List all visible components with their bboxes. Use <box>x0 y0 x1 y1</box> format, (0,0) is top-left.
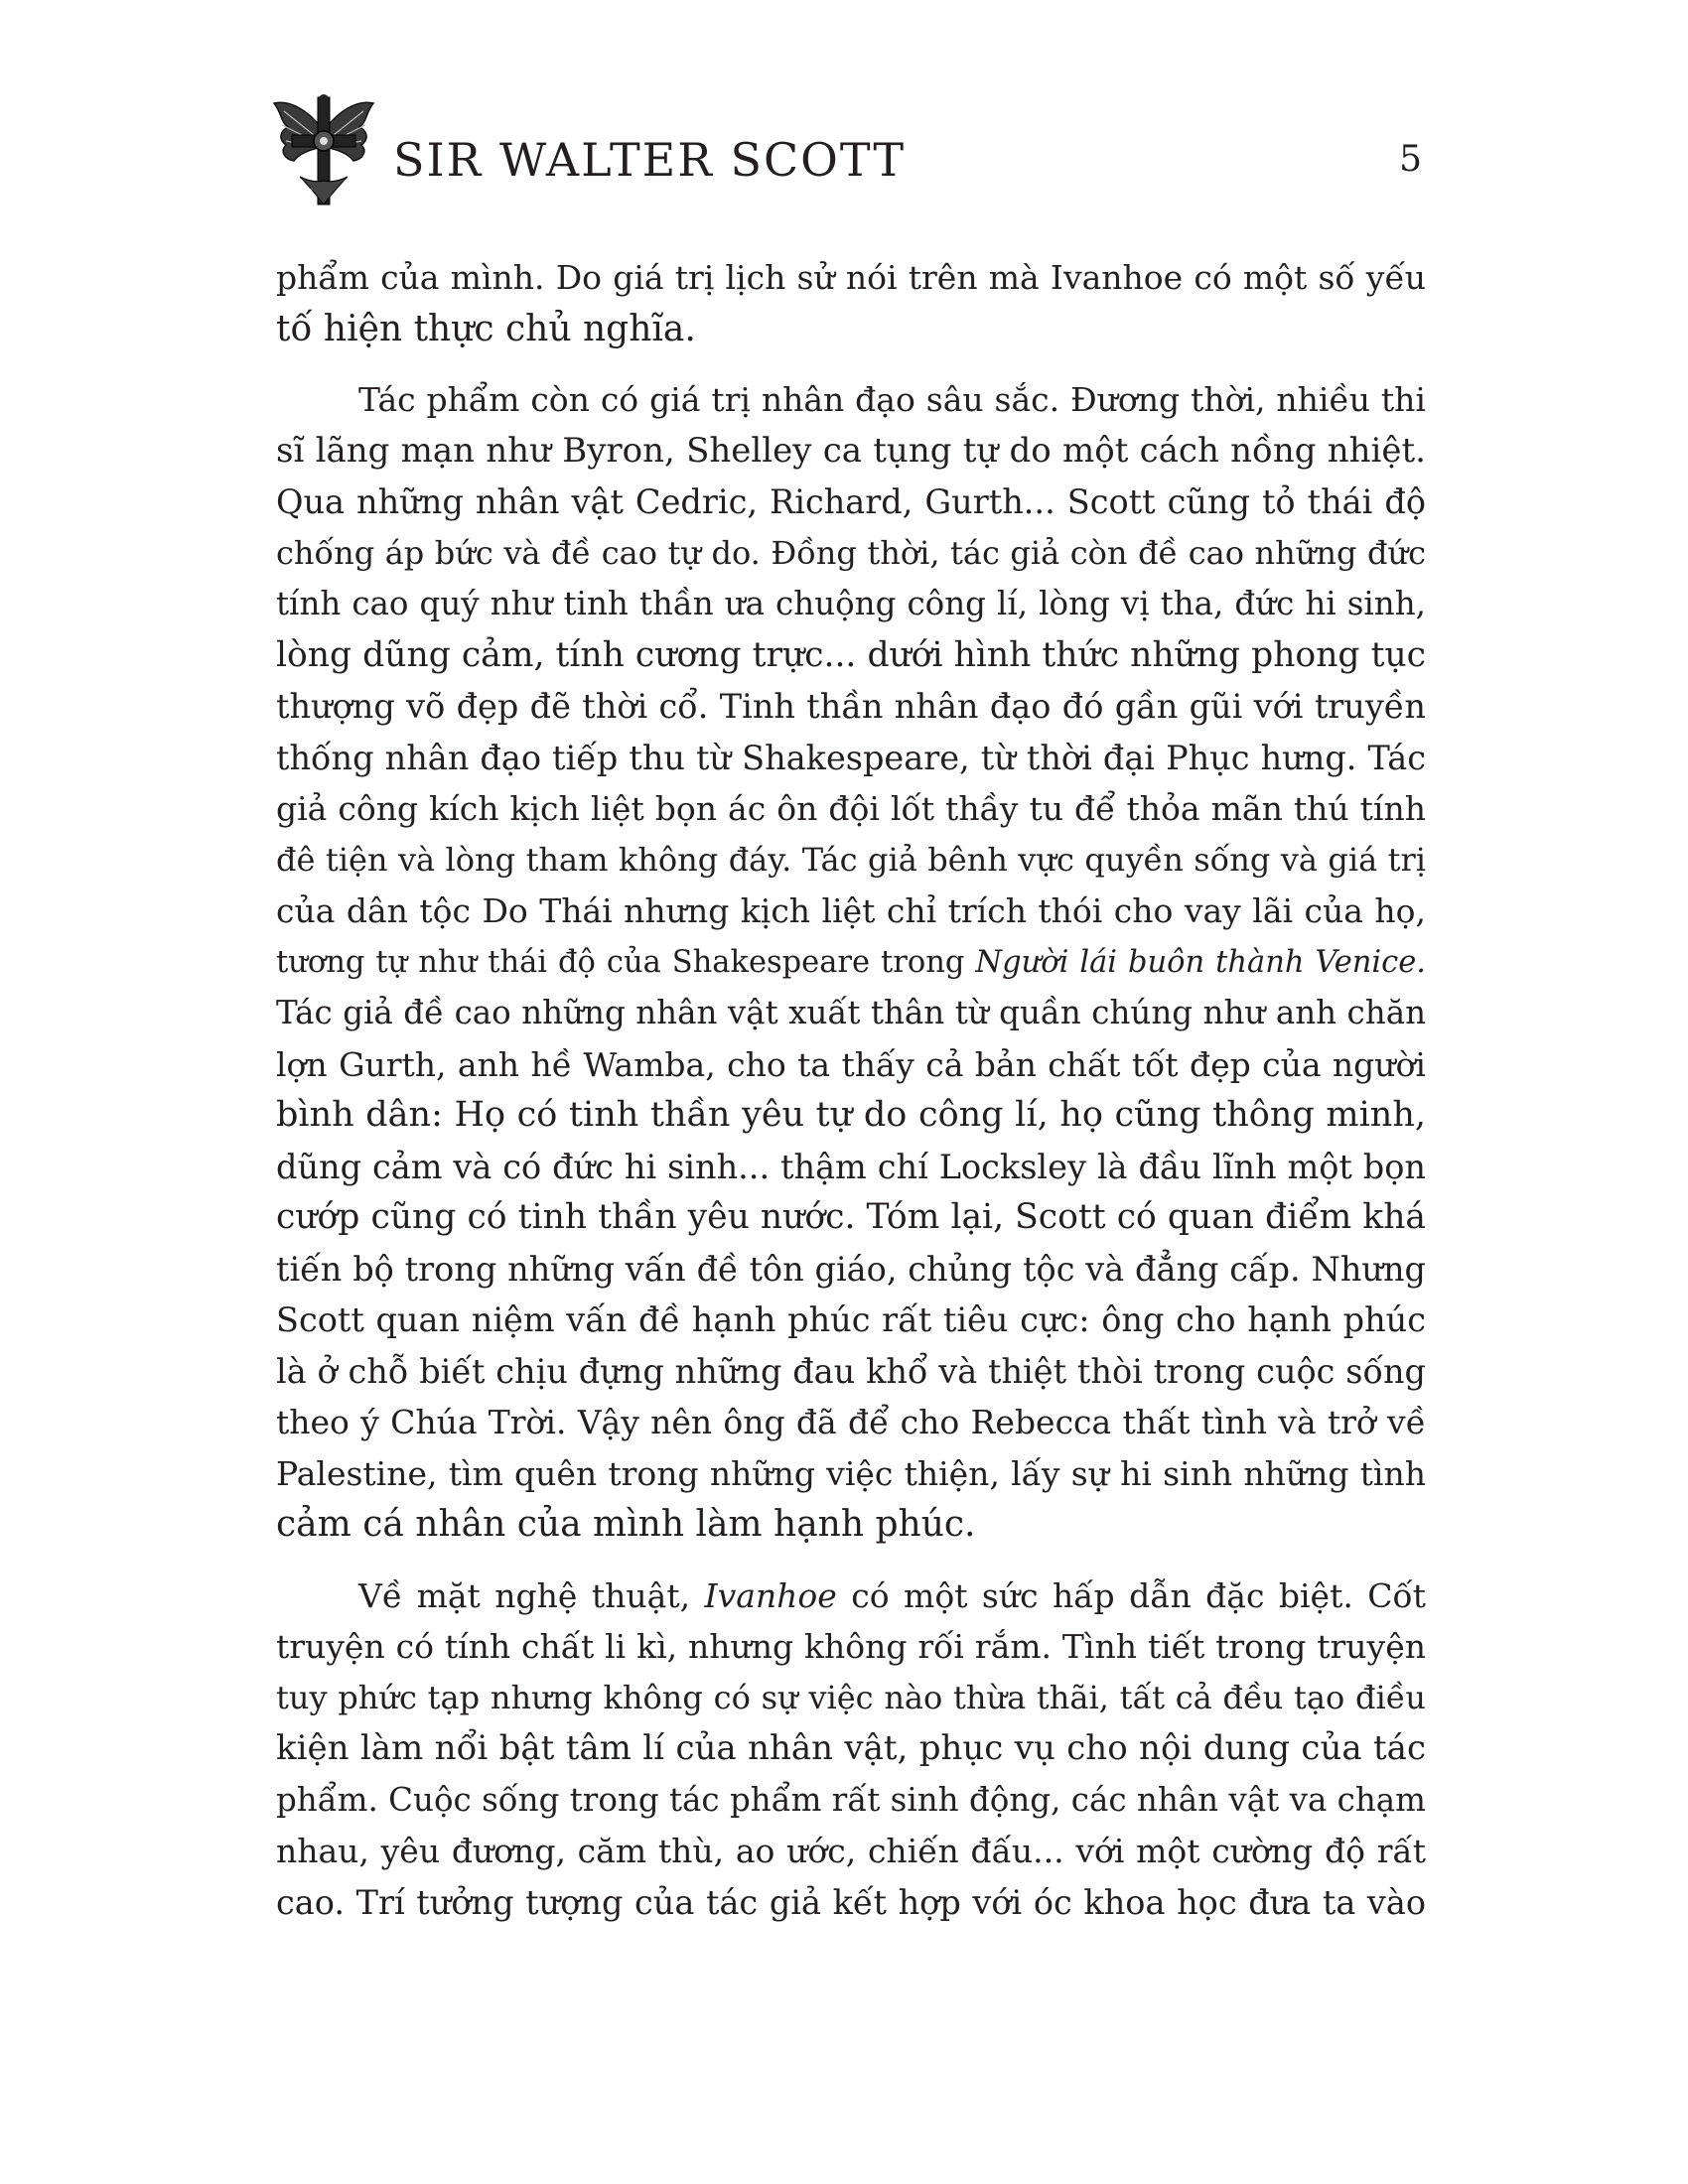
text-line: phẩm của mình. Do giá trị lịch sử nói trên mà Ivanhoe có một số yếu <box>276 258 1426 297</box>
text-line: tuy phức tạp nhưng không có sự việc nào thừa thãi, tất cả đều tạo điều <box>276 1678 1426 1716</box>
text-fragment: có một sức hấp dẫn đặc biệt. Cốt <box>851 1575 1426 1615</box>
text-line: Qua những nhân vật Cedric, Richard, Gurth... Scott cũng tỏ thái độ <box>276 482 1426 521</box>
text-line: kiện làm nổi bật tâm lí của nhân vật, phục vụ cho nội dung của tác <box>276 1728 1426 1768</box>
winged-cross-emblem-icon <box>270 91 377 210</box>
text-line: lợn Gurth, anh hề Wamba, cho ta thấy cả bản chất tốt đẹp của người <box>276 1044 1426 1084</box>
text-line: sĩ lãng mạn như Byron, Shelley ca tụng tự do một cách nồng nhiệt. <box>276 430 1426 471</box>
text-line: Scott quan niệm vấn đề hạnh phúc rất tiêu cực: ông cho hạnh phúc <box>276 1300 1426 1339</box>
text-line: giả công kích kịch liệt bọn ác ôn đội lốt thầy tu để thỏa mãn thú tính <box>276 789 1426 828</box>
text-line: chống áp bức và đề cao tự do. Đồng thời, tác giả còn đề cao những đức <box>276 533 1426 572</box>
text-line: nhau, yêu đương, căm thù, ao ước, chiến đấu... với một cường độ rất <box>276 1832 1426 1870</box>
text-line: tiến bộ trong những vấn đề tôn giáo, chủng tộc và đẳng cấp. Nhưng <box>276 1249 1426 1289</box>
italic-book-title: Người lái buôn thành Venice. <box>975 944 1426 980</box>
text-fragment: Về mặt nghệ thuật, <box>358 1575 691 1615</box>
text-line: bình dân: Họ có tinh thần yêu tự do công lí, họ cũng thông minh, <box>276 1095 1426 1135</box>
text-line: cướp cũng có tinh thần yêu nước. Tóm lại, Scott có quan điểm khá <box>276 1197 1426 1237</box>
text-line-with-title <box>276 1570 1426 1622</box>
text-line: cao. Trí tưởng tượng của tác giả kết hợp với óc khoa học đưa ta vào <box>276 1882 1426 1922</box>
running-header <box>270 91 1422 210</box>
italic-book-title: Ivanhoe <box>704 1575 837 1615</box>
text-line: của dân tộc Do Thái nhưng kịch liệt chỉ trích thói cho vay lãi của họ, <box>276 891 1426 930</box>
text-line: dũng cảm và có đức hi sinh... thậm chí Locksley là đầu lĩnh một bọn <box>276 1147 1426 1186</box>
text-line: phẩm. Cuộc sống trong tác phẩm rất sinh động, các nhân vật va chạm <box>276 1780 1426 1819</box>
text-line: lòng dũng cảm, tính cương trực... dưới hình thức những phong tục <box>276 634 1426 675</box>
text-fragment: tương tự như thái độ của Shakespeare trong <box>276 944 965 980</box>
text-line: Tác phẩm còn có giá trị nhân đạo sâu sắc. Đương thời, nhiều thi <box>358 380 1426 419</box>
text-line: là ở chỗ biết chịu đựng những đau khổ và thiệt thòi trong cuộc sống <box>276 1351 1426 1391</box>
text-line: đê tiện và lòng tham không đáy. Tác giả bênh vực quyền sống và giá trị <box>276 840 1426 879</box>
paragraph <box>276 1570 1426 1929</box>
paragraph <box>276 252 1426 354</box>
body-text <box>276 252 1426 1928</box>
page-number: 5 <box>1399 139 1422 180</box>
text-line: Palestine, tìm quên trong những việc thiện, lấy sự hi sinh những tình <box>276 1453 1426 1493</box>
text-line-with-title <box>276 937 1426 989</box>
text-line: cảm cá nhân của mình làm hạnh phúc. <box>276 1504 976 1545</box>
text-line: tố hiện thực chủ nghĩa. <box>276 308 696 349</box>
text-line: truyện có tính chất li kì, nhưng không rối rắm. Tình tiết trong truyện <box>276 1627 1426 1666</box>
text-line: theo ý Chúa Trời. Vậy nên ông đã để cho Rebecca thất tình và trở về <box>276 1403 1426 1441</box>
text-line: thượng võ đẹp đẽ thời cổ. Tinh thần nhân đạo đó gần gũi với truyền <box>276 687 1426 726</box>
text-line: thống nhân đạo tiếp thu từ Shakespeare, từ thời đại Phục hưng. Tác <box>276 738 1426 777</box>
text-line: Tác giả đề cao những nhân vật xuất thân từ quần chúng như anh chăn <box>276 994 1426 1031</box>
text-line: tính cao quý như tinh thần ưa chuộng công lí, lòng vị tha, đức hi sinh, <box>276 585 1426 622</box>
paragraph <box>276 374 1426 1551</box>
running-header-author: SIR WALTER SCOTT <box>393 133 907 187</box>
